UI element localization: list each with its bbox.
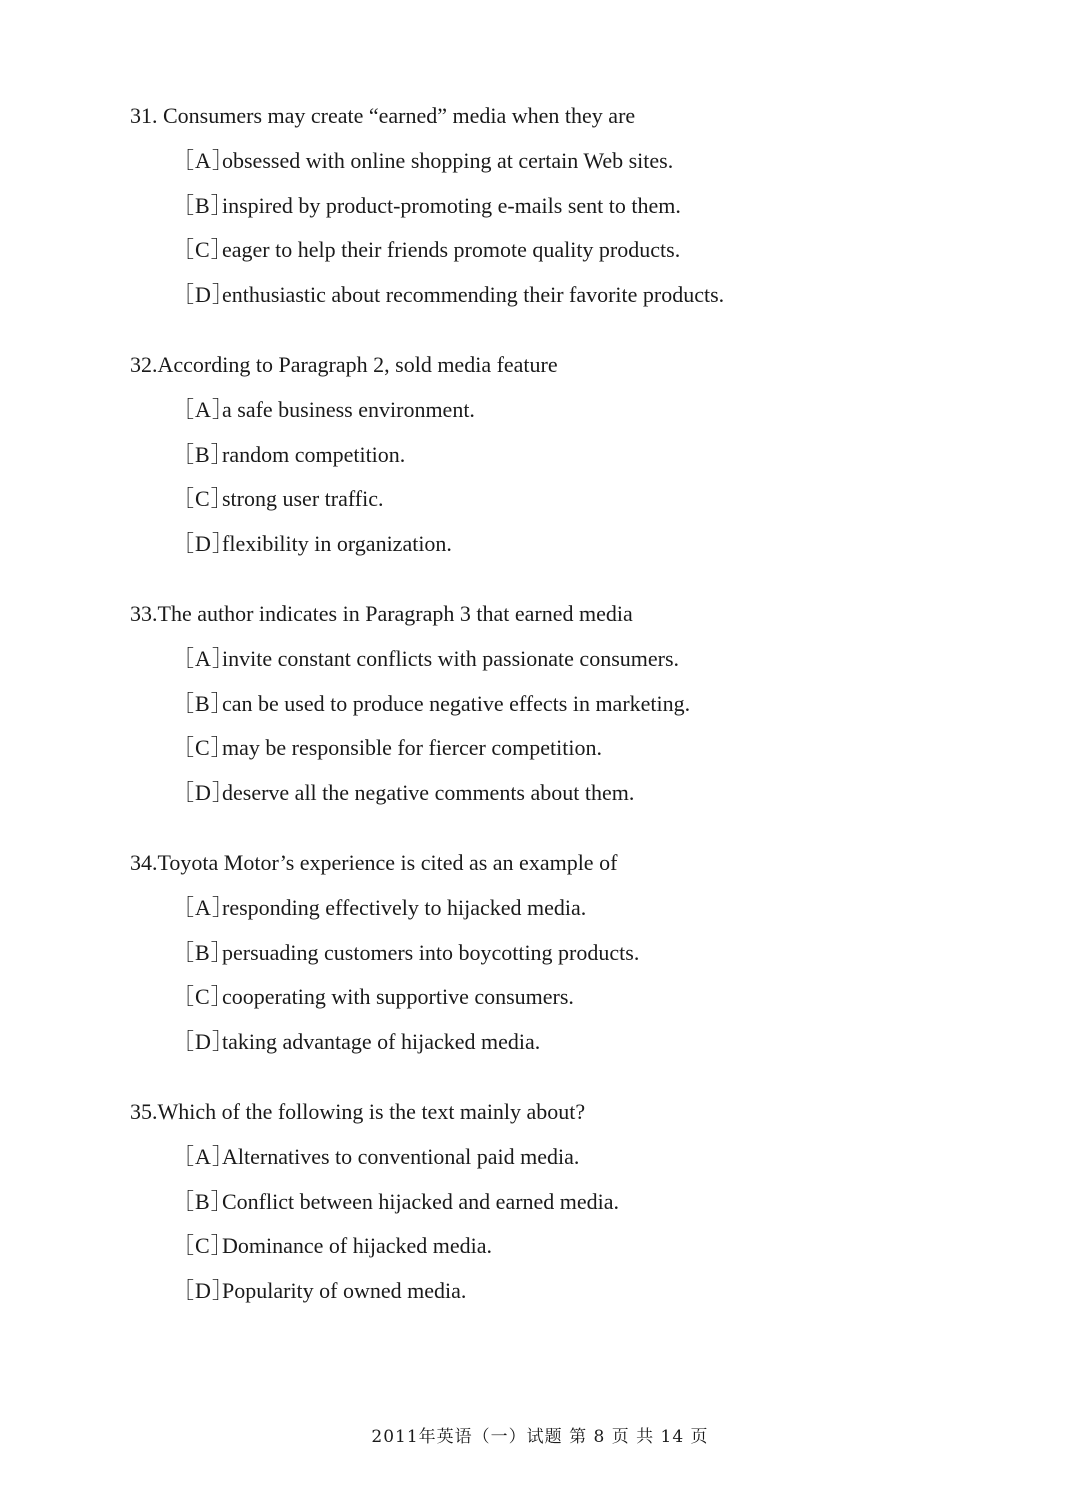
option-letter: ［C］: [172, 984, 234, 1009]
option-d: [172, 529, 452, 559]
option-text: may be responsible for fiercer competition.: [222, 735, 602, 760]
option-b: [172, 191, 681, 221]
option-letter: ［A］: [172, 646, 235, 671]
option-text: invite constant conflicts with passionate consumers.: [222, 646, 680, 671]
option-b: [172, 938, 639, 968]
option-c: [172, 1231, 492, 1261]
option-letter: ［A］: [172, 148, 235, 173]
question-stem: 32.According to Paragraph 2, sold media feature: [130, 352, 558, 377]
option-text: obsessed with online shopping at certain Web sites.: [222, 148, 674, 173]
option-letter: ［C］: [172, 1233, 234, 1258]
option-letter: ［C］: [172, 486, 234, 511]
option-text: Dominance of hijacked media.: [222, 1233, 493, 1258]
question-stem: 31. Consumers may create “earned” media when they are: [130, 103, 636, 128]
option-text: cooperating with supportive consumers.: [222, 984, 574, 1009]
option-letter: ［A］: [172, 397, 235, 422]
option-a: [172, 395, 475, 425]
option-text: deserve all the negative comments about them.: [222, 780, 635, 805]
question-stem: 34.Toyota Motor’s experience is cited as an example of: [130, 850, 618, 875]
option-d: [172, 1276, 466, 1306]
option-b: [172, 440, 405, 470]
option-b: [172, 1187, 619, 1217]
option-text: Conflict between hijacked and earned media.: [222, 1189, 620, 1214]
option-d: [172, 280, 724, 310]
option-text: eager to help their friends promote quality products.: [222, 237, 681, 262]
option-letter: ［D］: [172, 282, 235, 307]
option-text: inspired by product-promoting e-mails sent to them.: [222, 193, 681, 218]
option-letter: ［B］: [172, 940, 234, 965]
option-b: [172, 689, 690, 719]
option-letter: ［A］: [172, 895, 235, 920]
option-letter: ［D］: [172, 1278, 235, 1303]
option-d: [172, 778, 634, 808]
option-a: [172, 893, 586, 923]
option-text: Alternatives to conventional paid media.: [222, 1144, 580, 1169]
option-letter: ［D］: [172, 780, 235, 805]
option-letter: ［B］: [172, 442, 234, 467]
option-c: [172, 982, 574, 1012]
option-letter: ［B］: [172, 193, 234, 218]
option-letter: ［A］: [172, 1144, 235, 1169]
option-c: [172, 733, 602, 763]
option-letter: ［B］: [172, 691, 234, 716]
option-letter: ［B］: [172, 1189, 234, 1214]
option-c: [172, 235, 680, 265]
question-stem: 33.The author indicates in Paragraph 3 that earned media: [130, 601, 633, 626]
option-text: enthusiastic about recommending their favorite products.: [222, 282, 725, 307]
option-text: Popularity of owned media.: [222, 1278, 467, 1303]
option-text: persuading customers into boycotting products.: [222, 940, 640, 965]
option-a: [172, 146, 673, 176]
option-text: responding effectively to hijacked media.: [222, 895, 587, 920]
option-a: [172, 1142, 579, 1172]
option-letter: ［D］: [172, 531, 235, 556]
option-letter: ［C］: [172, 237, 234, 262]
option-d: [172, 1027, 540, 1057]
option-a: [172, 644, 679, 674]
option-text: can be used to produce negative effects in marketing.: [222, 691, 691, 716]
option-text: strong user traffic.: [222, 486, 384, 511]
option-c: [172, 484, 384, 514]
option-text: taking advantage of hijacked media.: [222, 1029, 541, 1054]
question-stem: 35.Which of the following is the text mainly about?: [130, 1099, 586, 1124]
page-footer: 2011年英语（一）试题 第 8 页 共 14 页: [371, 1427, 709, 1447]
option-text: flexibility in organization.: [222, 531, 452, 556]
option-text: random competition.: [222, 442, 406, 467]
option-text: a safe business environment.: [222, 397, 475, 422]
option-letter: ［D］: [172, 1029, 235, 1054]
option-letter: ［C］: [172, 735, 234, 760]
